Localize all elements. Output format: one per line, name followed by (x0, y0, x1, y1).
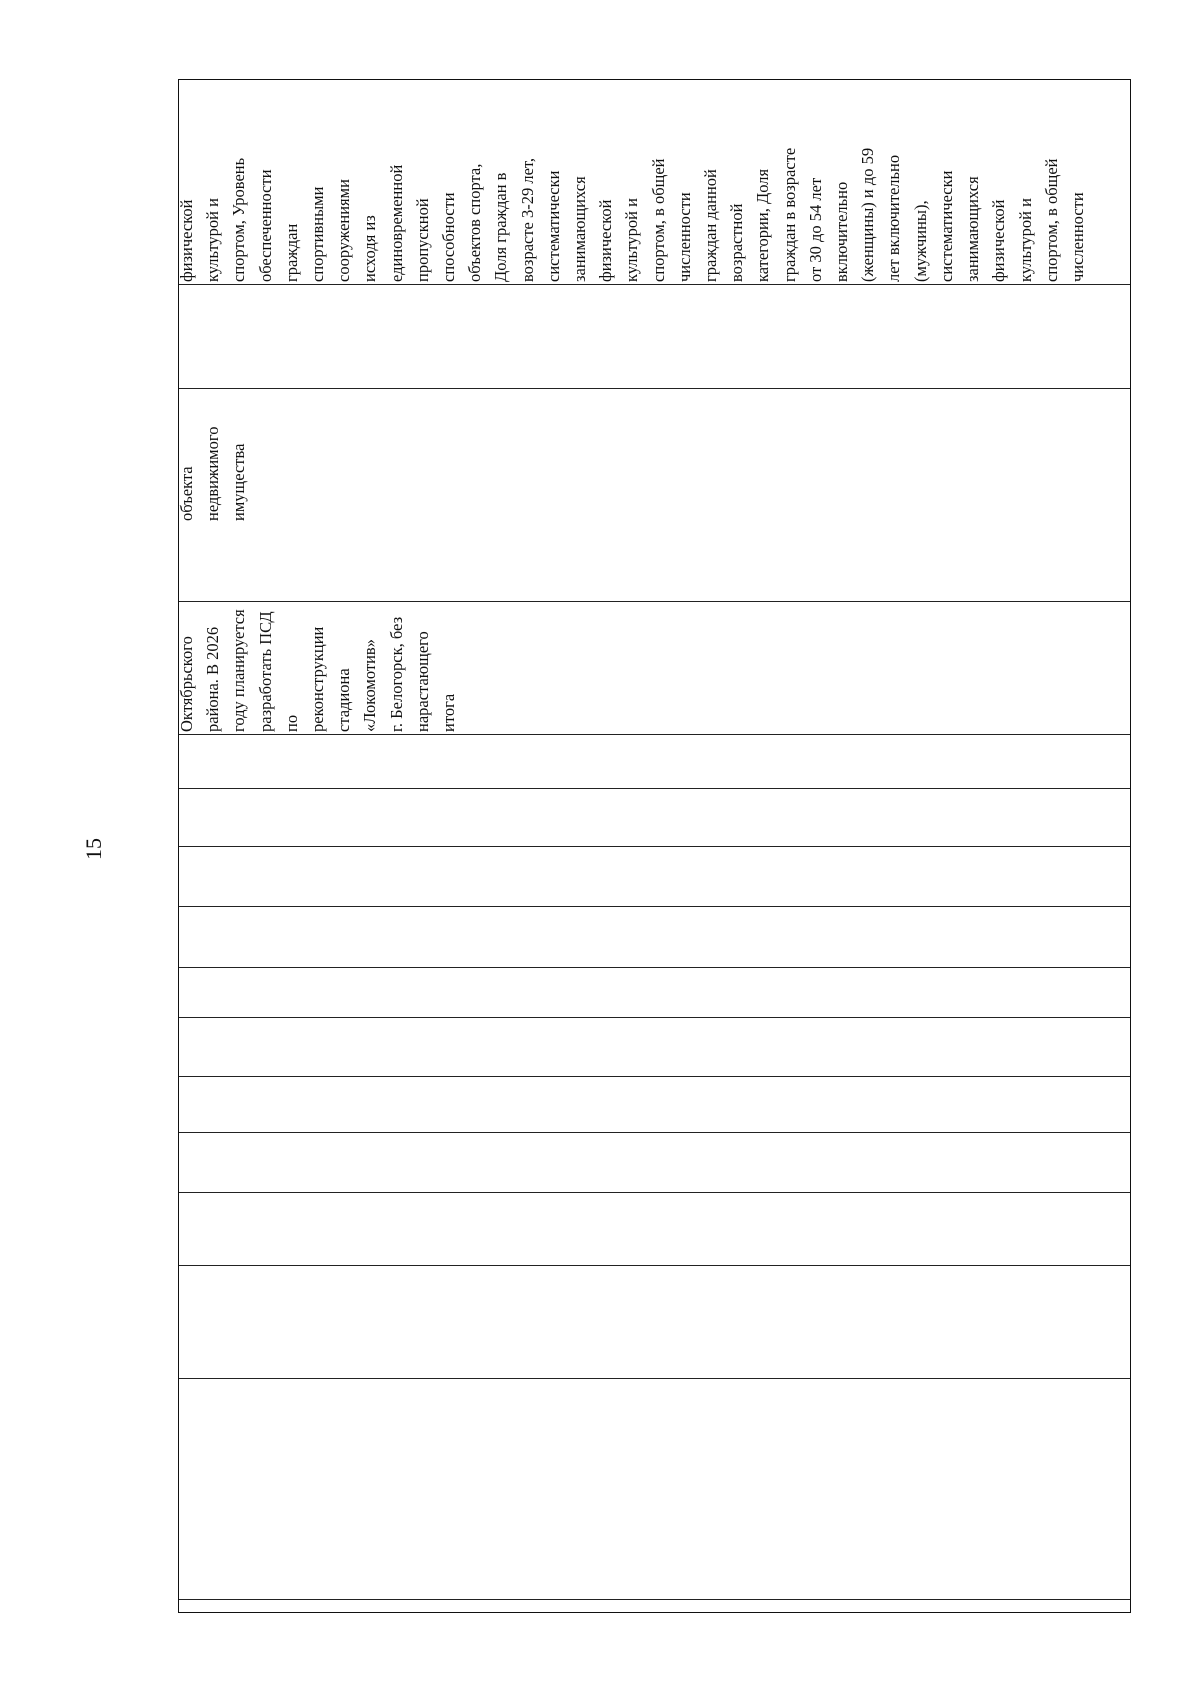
column-border (179, 601, 1130, 602)
column-border (179, 1192, 1130, 1193)
description-cell-text: Октябрьского района. В 2026 году планируется разработать ПСД по реконструкции стадиона «Локомотив» г. Белогорск, без нарастающего итога (177, 609, 459, 732)
column-border (179, 1132, 1130, 1133)
column-border (179, 1599, 1130, 1600)
column-border (179, 1017, 1130, 1018)
rotated-table (178, 79, 1131, 1613)
column-border (179, 1265, 1130, 1266)
column-border (179, 846, 1130, 847)
column-border (179, 906, 1130, 907)
column-border (179, 967, 1130, 968)
page-number: 15 (81, 838, 106, 860)
column-border (179, 734, 1130, 735)
object-cell-text: объекта недвижимого имущества (177, 426, 249, 521)
column-border (179, 788, 1130, 789)
indicator-cell-text: физической культурой и спортом, Уровень обеспеченности граждан спортивными сооружениями исходя из единовременной пропускной способности объектов спорта, Доля граждан в возрасте 3-29 лет, систематически занимающихся физической культурой и спортом, в общей численности граждан данной возрастной категории, Доля граждан в возрасте от 30 до 54 лет включительно (женщины) и до 59 лет включительно (мужчины), систематически занимающихся физической культурой и спортом, в общей численности (177, 147, 1087, 282)
column-border (179, 284, 1130, 285)
column-border (179, 1076, 1130, 1077)
column-border (179, 1378, 1130, 1379)
column-border (179, 388, 1130, 389)
